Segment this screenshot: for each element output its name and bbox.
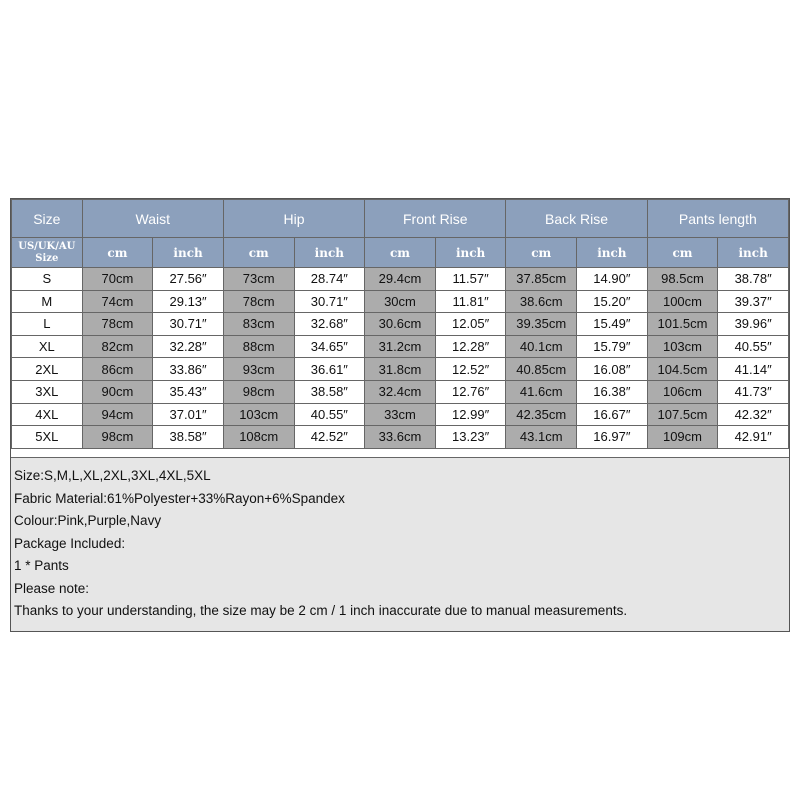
table-body [12, 268, 789, 449]
inch-cell: 11.81″ [435, 290, 506, 313]
note-package: Package Included: [14, 535, 126, 551]
inch-cell: 32.28″ [153, 335, 224, 358]
size-cell: XL [12, 335, 83, 358]
cm-cell: 94cm [82, 403, 153, 426]
inch-cell: 11.57″ [435, 268, 506, 291]
size-cell: L [12, 313, 83, 336]
table-row [12, 290, 789, 313]
size-cell: 3XL [12, 380, 83, 403]
table-row [12, 335, 789, 358]
inch-cell: 14.90″ [577, 268, 648, 291]
size-chart [10, 198, 790, 632]
inch-cell: 42.91″ [718, 426, 789, 449]
size-region-header [12, 238, 83, 268]
inch-cell: 38.58″ [153, 426, 224, 449]
inch-cell: 40.55″ [718, 335, 789, 358]
unit-cm: cm [223, 238, 294, 268]
table-row [12, 313, 789, 336]
inch-cell: 12.05″ [435, 313, 506, 336]
inch-cell: 16.67″ [577, 403, 648, 426]
inch-cell: 15.79″ [577, 335, 648, 358]
inch-cell: 32.68″ [294, 313, 365, 336]
inch-cell: 40.55″ [294, 403, 365, 426]
table-row [12, 380, 789, 403]
unit-inch: inch [577, 238, 648, 268]
inch-cell: 34.65″ [294, 335, 365, 358]
cm-cell: 78cm [82, 313, 153, 336]
inch-cell: 12.99″ [435, 403, 506, 426]
cm-cell: 106cm [647, 380, 718, 403]
inch-cell: 12.76″ [435, 380, 506, 403]
cm-cell: 40.1cm [506, 335, 577, 358]
cm-cell: 41.6cm [506, 380, 577, 403]
header-hip: Hip [223, 200, 364, 238]
inch-cell: 41.14″ [718, 358, 789, 381]
cm-cell: 30cm [365, 290, 436, 313]
cm-cell: 29.4cm [365, 268, 436, 291]
cm-cell: 104.5cm [647, 358, 718, 381]
cm-cell: 33.6cm [365, 426, 436, 449]
inch-cell: 16.08″ [577, 358, 648, 381]
note-fabric: Fabric Material:61%Polyester+33%Rayon+6%Spandex [14, 490, 345, 506]
header-waist: Waist [82, 200, 223, 238]
cm-cell: 98cm [223, 380, 294, 403]
cm-cell: 82cm [82, 335, 153, 358]
header-front-rise: Front Rise [365, 200, 506, 238]
unit-inch: inch [294, 238, 365, 268]
unit-inch: inch [153, 238, 224, 268]
inch-cell: 38.58″ [294, 380, 365, 403]
inch-cell: 42.32″ [718, 403, 789, 426]
cm-cell: 38.6cm [506, 290, 577, 313]
inch-cell: 15.49″ [577, 313, 648, 336]
header-back-rise: Back Rise [506, 200, 647, 238]
cm-cell: 33cm [365, 403, 436, 426]
group-header-row [12, 200, 789, 238]
inch-cell: 13.23″ [435, 426, 506, 449]
note-disclaimer: Thanks to your understanding, the size may be 2 cm / 1 inch inaccurate due to manual measurements. [14, 603, 628, 618]
inch-cell: 12.28″ [435, 335, 506, 358]
size-cell: 5XL [12, 426, 83, 449]
cm-cell: 30.6cm [365, 313, 436, 336]
cm-cell: 103cm [223, 403, 294, 426]
inch-cell: 41.73″ [718, 380, 789, 403]
inch-cell: 16.97″ [577, 426, 648, 449]
cm-cell: 88cm [223, 335, 294, 358]
cm-cell: 73cm [223, 268, 294, 291]
cm-cell: 42.35cm [506, 403, 577, 426]
size-table [11, 199, 789, 449]
inch-cell: 42.52″ [294, 426, 365, 449]
size-cell: M [12, 290, 83, 313]
inch-cell: 30.71″ [153, 313, 224, 336]
size-cell: S [12, 268, 83, 291]
table-row [12, 358, 789, 381]
cm-cell: 37.85cm [506, 268, 577, 291]
note-sizes: Size:S,M,L,XL,2XL,3XL,4XL,5XL [14, 468, 211, 483]
cm-cell: 83cm [223, 313, 294, 336]
inch-cell: 38.78″ [718, 268, 789, 291]
cm-cell: 32.4cm [365, 380, 436, 403]
cm-cell: 101.5cm [647, 313, 718, 336]
unit-cm: cm [82, 238, 153, 268]
unit-cm: cm [365, 238, 436, 268]
header-size: Size [12, 200, 83, 238]
table-row [12, 403, 789, 426]
unit-header-row [12, 238, 789, 268]
inch-cell: 15.20″ [577, 290, 648, 313]
inch-cell: 30.71″ [294, 290, 365, 313]
inch-cell: 27.56″ [153, 268, 224, 291]
cm-cell: 31.2cm [365, 335, 436, 358]
size-cell: 4XL [12, 403, 83, 426]
cm-cell: 108cm [223, 426, 294, 449]
cm-cell: 98cm [82, 426, 153, 449]
cm-cell: 86cm [82, 358, 153, 381]
cm-cell: 109cm [647, 426, 718, 449]
note-please-note: Please note: [14, 580, 90, 596]
cm-cell: 103cm [647, 335, 718, 358]
inch-cell: 12.52″ [435, 358, 506, 381]
inch-cell: 29.13″ [153, 290, 224, 313]
unit-cm: cm [506, 238, 577, 268]
size-label: Size [35, 252, 59, 264]
cm-cell: 40.85cm [506, 358, 577, 381]
unit-inch: inch [435, 238, 506, 268]
inch-cell: 36.61″ [294, 358, 365, 381]
unit-cm: cm [647, 238, 718, 268]
cm-cell: 98.5cm [647, 268, 718, 291]
cm-cell: 39.35cm [506, 313, 577, 336]
inch-cell: 39.37″ [718, 290, 789, 313]
cm-cell: 90cm [82, 380, 153, 403]
cm-cell: 31.8cm [365, 358, 436, 381]
cm-cell: 107.5cm [647, 403, 718, 426]
inch-cell: 35.43″ [153, 380, 224, 403]
cm-cell: 93cm [223, 358, 294, 381]
unit-inch: inch [718, 238, 789, 268]
cm-cell: 70cm [82, 268, 153, 291]
inch-cell: 28.74″ [294, 268, 365, 291]
inch-cell: 39.96″ [718, 313, 789, 336]
inch-cell: 33.86″ [153, 358, 224, 381]
inch-cell: 37.01″ [153, 403, 224, 426]
table-row [12, 426, 789, 449]
size-region-label: US/UK/AU [18, 240, 76, 252]
note-colour: Colour:Pink,Purple,Navy [14, 513, 162, 528]
note-package-item: 1 * Pants [14, 558, 69, 573]
cm-cell: 100cm [647, 290, 718, 313]
cm-cell: 43.1cm [506, 426, 577, 449]
cm-cell: 78cm [223, 290, 294, 313]
product-notes [11, 457, 789, 631]
size-cell: 2XL [12, 358, 83, 381]
header-pants-length: Pants length [647, 200, 788, 238]
inch-cell: 16.38″ [577, 380, 648, 403]
cm-cell: 74cm [82, 290, 153, 313]
table-row [12, 268, 789, 291]
